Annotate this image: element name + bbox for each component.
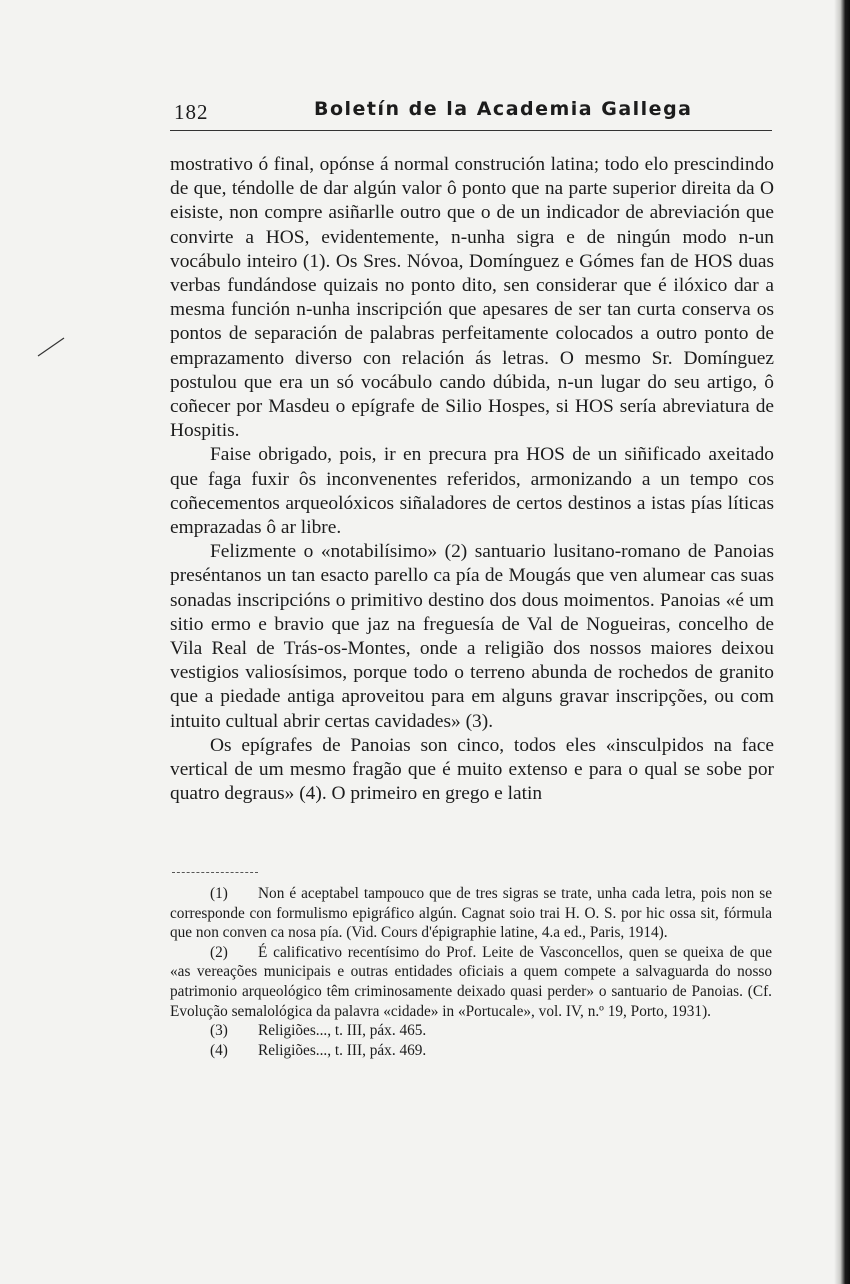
footnotes [170, 884, 772, 1060]
footnote [170, 1041, 772, 1061]
paragraph: Faise obrigado, pois, ir en precura pra HOS de un siñificado axeitado que faga fuxir ôs inconvenentes referidos, armonizando a un tempo cos coñecementos arqueolóxicos siñaladores de certos destinos a istas pías líticas emprazadas ô ar libre. [170, 444, 774, 539]
footnote-text: Non é aceptabel tampouco que de tres sigras se trate, unha cada letra, pois non se corresponde con formulismo epigráfico algún. Cagnat soio trai H. O. S. por hic ossa sit, fórmula que non conven ca nosa pía. (Vid. Cours d'épigraphie latine, 4.a ed., Paris, 1914). [170, 885, 772, 942]
footnote-mark: (1) [210, 885, 228, 902]
footnote-separator [172, 872, 258, 873]
footnote [170, 1021, 772, 1041]
header-rule [170, 130, 772, 131]
pen-stroke-mark [36, 336, 66, 358]
paragraph: mostrativo ó final, opónse á normal construción latina; todo elo prescindindo de que, téndolle de dar algún valor ô ponto que na parte superior direita da O eisiste, non compre asiñarlle outro que o de un indicador de abreviación que convirte a HOS, evidentemente, n-unha sigra e de ningún modo n-un vocábulo inteiro (1). Os Sres. Nóvoa, Domínguez e Gómes fan de HOS duas verbas fundándose quizais no ponto dito, sen considerar que é ilóxico dar a mesma función n-unha inscripción que apesares de ser tan curta conserva os pontos de separación de palabras perfeitamente colocados a outro ponto de emprazamento diverso con relación ás letras. O mesmo Sr. Domínguez postulou que era un só vocábulo cando dúbida, n-un lugar do seu artigo, ô coñecer por Masdeu o epígrafe de Silio Hospes, si HOS sería abreviatura de Hospitis. [170, 154, 774, 442]
body-text [170, 153, 774, 806]
page-header [170, 98, 774, 128]
footnote-mark: (4) [210, 1041, 228, 1059]
paragraph: Os epígrafes de Panoias son cinco, todos eles «insculpidos na face vertical de um mesmo fragão que é muito extenso e para o qual se sobe por quatro degraus» (4). O primeiro en grego e latin [170, 734, 774, 805]
footnote [170, 884, 772, 943]
footnote-text: Religiões..., t. III, páx. 465. [258, 1022, 427, 1040]
footnote-mark: (3) [210, 1022, 228, 1040]
footnote [170, 943, 772, 1021]
footnote-text: Religiões..., t. III, páx. 469. [258, 1041, 427, 1059]
footnote-text: É calificativo recentísimo do Prof. Leite de Vasconcellos, quen se queixa de que «as vereações municipais e outras entidades oficiais a quem compete a salvaguarda do nosso patrimonio arqueológico têm criminosamente deixado quasi perder» o santuario de Panoias. (Cf. Evolução semalológica da palavra «cidade» in «Portucale», vol. IV, n.º 19, Porto, 1931). [170, 943, 772, 1020]
scan-edge-shadow [834, 0, 850, 1284]
page-number: 182 [174, 100, 209, 124]
running-title: Boletín de la Academia Gallega [314, 98, 693, 120]
paragraph: Felizmente o «notabilísimo» (2) santuario lusitano-romano de Panoias preséntanos un tan esacto parello ca pía de Mougás que ven alumear cas suas sonadas inscripcións o primitivo destino dos dous moimentos. Panoias «é um sitio ermo e bravio que jaz na freguesía de Val de Nogueiras, concelho de Vila Real de Trás-os-Montes, onde a religião dos nossos maiores deixou vestigios valiosísimos, porque todo o terreno abunda de rochedos de granito que a piedade antiga aproveitou para em alguns gravar inscripções, ou com intuito cultual abrir certas cavidades» (3). [170, 541, 774, 732]
footnote-mark: (2) [210, 943, 228, 961]
